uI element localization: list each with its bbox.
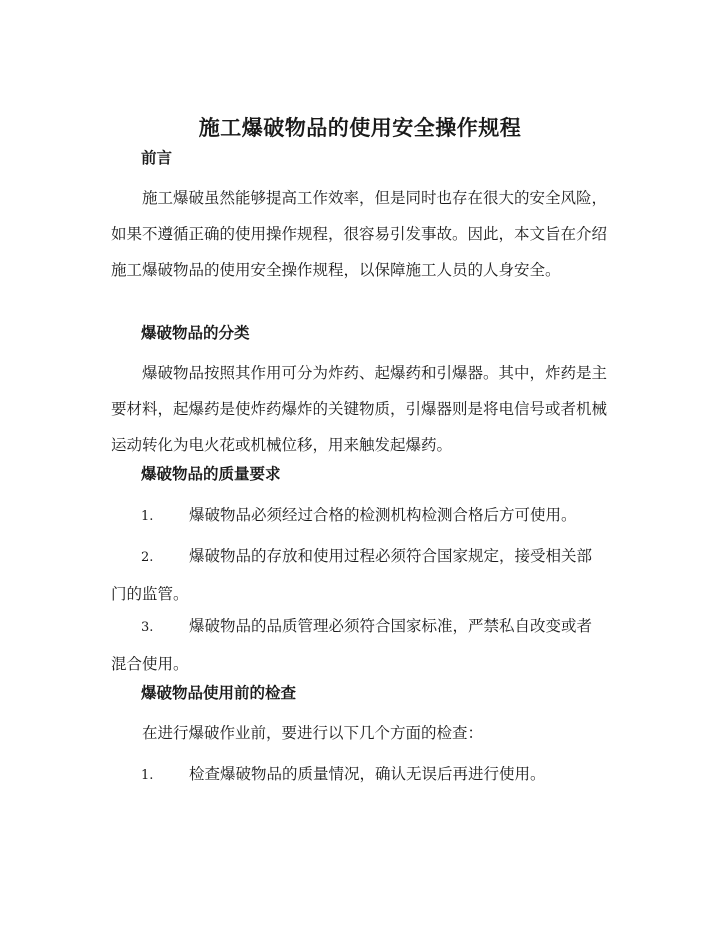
list-item <box>111 756 607 794</box>
list-item <box>111 538 607 612</box>
section-paragraph-pre-use-check: 在进行爆破作业前，要进行以下几个方面的检查： <box>142 724 484 742</box>
list-item <box>111 608 607 682</box>
section-paragraph-classification: 爆破物品按照其作用可分为炸药、起爆药和引爆器。其中，炸药是主要材料，起爆药是使炸药爆炸的关键物质，引爆器则是将电信号或者机械运动转化为电火花或机械位移，用来触发起爆药。 <box>111 364 608 454</box>
list-item-number: 2. <box>141 550 154 565</box>
list-item <box>111 497 607 535</box>
section-heading-classification: 爆破物品的分类 <box>141 323 250 342</box>
section-heading-pre-use-check: 爆破物品使用前的检查 <box>141 683 297 702</box>
list-item-number: 3. <box>141 620 154 635</box>
list-item-text: 爆破物品必须经过合格的检测机构检测合格后方可使用。 <box>189 506 577 524</box>
list-item-text: 爆破物品的存放和使用过程必须符合国家规定，接受相关部门的监管。 <box>111 547 593 603</box>
section-heading-preface: 前言 <box>141 148 173 167</box>
list-item-text: 爆破物品的品质管理必须符合国家标准，严禁私自改变或者混合使用。 <box>111 617 593 673</box>
list-item-number: 1. <box>141 509 154 524</box>
list-item-text: 检查爆破物品的质量情况，确认无误后再进行使用。 <box>189 765 546 783</box>
section-paragraph-preface: 施工爆破虽然能够提高工作效率，但是同时也存在很大的安全风险，如果不遵循正确的使用操作规程，很容易引发事故。因此，本文旨在介绍施工爆破物品的使用安全操作规程，以保障施工人员的人身安全。 <box>111 189 608 279</box>
document-title: 施工爆破物品的使用安全操作规程 <box>198 115 522 140</box>
section-heading-quality: 爆破物品的质量要求 <box>141 464 281 483</box>
list-item-number: 1. <box>141 768 154 783</box>
